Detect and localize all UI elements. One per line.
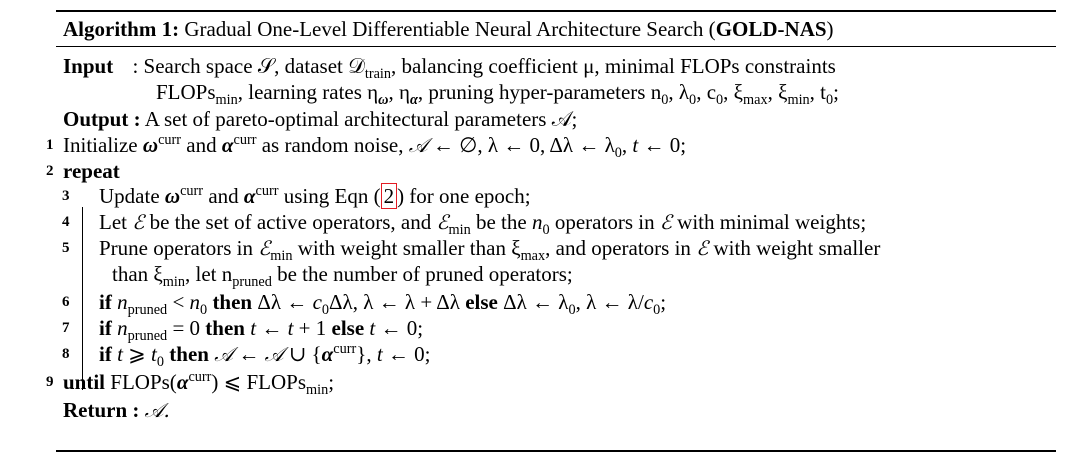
step-2-repeat	[63, 159, 120, 183]
algorithm-abbrev: GOLD-NAS	[715, 17, 827, 41]
step-5: Prune operators in ℰ$_{min}$ with weight smaller than $\xi_{max}$, and operators in ℰ with weight smaller	[99, 236, 881, 264]
line-number-5: 5	[62, 240, 70, 256]
title-rule	[56, 46, 1056, 47]
line-number-6: 6	[62, 294, 70, 310]
step-1: Initialize $\omega^{curr}$ and $\alpha^{curr}$ as random noise, 𝒜 ← ∅, λ ← 0, Δλ ← $\lambda_0$, t ← 0;	[63, 132, 687, 161]
step-7: if $n_{pruned} = 0$ then t ← t + 1 else t ← 0;	[99, 316, 424, 344]
equation-ref-link[interactable]: 2	[381, 183, 398, 209]
line-number-3: 3	[62, 188, 70, 204]
bottom-rule	[56, 450, 1056, 452]
input-line-2: FLOPs$_{min}$, learning rates $\eta_\omega$, $\eta_\alpha$, pruning hyper-parameters $n_0$, $\lambda_0$, $c_0$, $\xi_{max}$, $\xi_{min}$, $t_0$;	[156, 80, 839, 108]
return-value: 𝒜.	[144, 398, 170, 422]
algorithm-label: Algorithm 1:	[63, 17, 180, 41]
return-label: Return :	[63, 398, 140, 422]
output-label: Output :	[63, 107, 141, 131]
step-9-until: until $FLOPs(\alpha^{curr})$ ⩽ FLOPs$_{min}$;	[63, 369, 335, 398]
step-4: Let ℰ be the set of active operators, and ℰ$_{min}$ be the $n_0$ operators in ℰ with minimal weights;	[99, 210, 867, 238]
return-line	[63, 398, 170, 422]
output-text: A set of pareto-optimal architectural parameters 𝒜;	[144, 107, 578, 131]
line-number-4: 4	[62, 214, 70, 230]
line-number-9: 9	[46, 374, 54, 390]
line-number-1: 1	[46, 137, 54, 153]
algorithm-title: Algorithm 1: Gradual One-Level Differentiable Neural Architecture Search (GOLD-NAS)	[63, 17, 834, 41]
step-6: if $n_{pruned} < n_0$ then Δλ ← $c_0\Delta\lambda$, λ ← λ + Δλ else Δλ ← $\lambda_0$, λ ← $\lambda/c_0$;	[99, 290, 667, 318]
line-number-8: 8	[62, 346, 70, 362]
step-5-cont: than $\xi_{min}$, let $n_{pruned}$ be the number of pruned operators;	[112, 262, 573, 290]
step-3: Update $\omega^{curr}$ and $\alpha^{curr}$ using Eqn ( 2 ) for one epoch;	[99, 183, 531, 208]
input-line-1: Input : Search space 𝒮, dataset 𝒟$_{train}$, balancing coefficient μ, minimal FLOPs constraints	[63, 54, 836, 82]
output-line	[63, 107, 577, 131]
line-number-2: 2	[46, 163, 54, 179]
algorithm-title-text: Gradual One-Level Differentiable Neural Architecture Search (	[184, 17, 716, 41]
step-8: if t ⩾ $t_0$ then 𝒜 ← 𝒜 ∪ $\{\alpha^{curr}\}$, t ← 0;	[99, 341, 431, 370]
repeat-block-bar	[82, 207, 83, 390]
repeat-keyword: repeat	[63, 159, 120, 183]
input-label: Input	[63, 54, 114, 78]
line-number-7: 7	[62, 320, 70, 336]
until-keyword: until	[63, 370, 106, 394]
top-rule	[56, 10, 1056, 12]
